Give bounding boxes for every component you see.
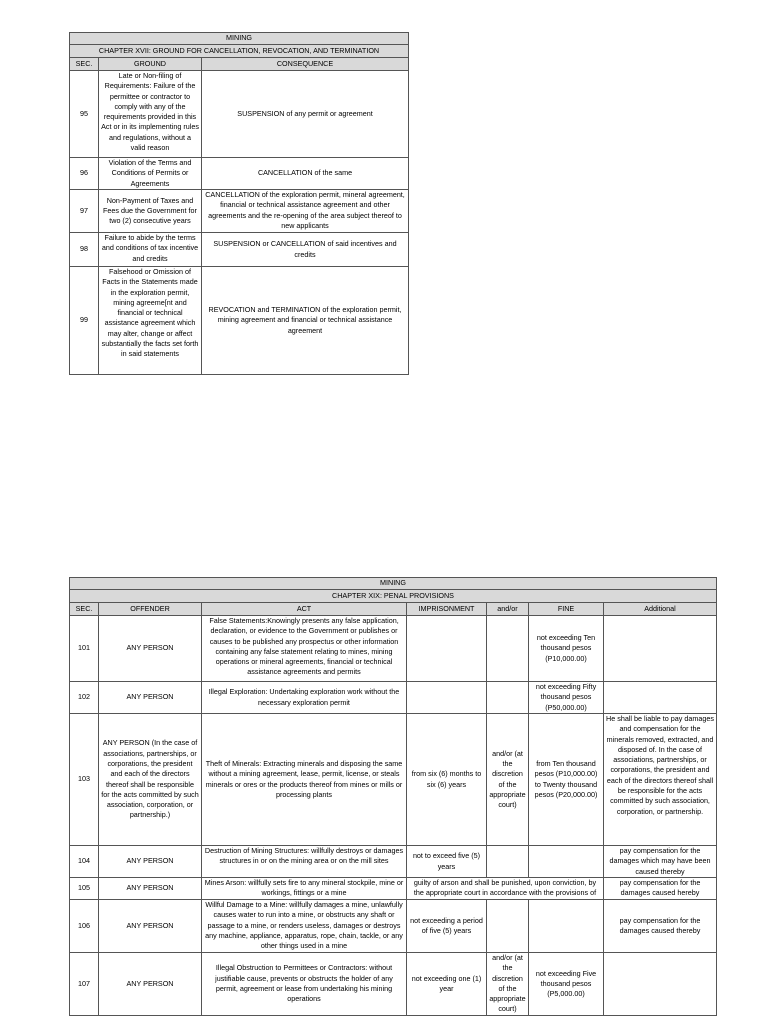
imprisonment-cell: not to exceed five (5) years [407, 846, 487, 878]
table-row [70, 953, 717, 1016]
penal-provisions-table [69, 577, 717, 1016]
sec-cell: 97 [70, 190, 99, 233]
imprisonment-cell: not exceeding a period of five (5) years [407, 900, 487, 953]
consequence-cell: CANCELLATION of the same [202, 158, 409, 190]
table-row [70, 616, 717, 682]
table-title: MINING [70, 33, 409, 45]
ground-cell: Non-Payment of Taxes and Fees due the Government for two (2) consecutive years [99, 190, 202, 233]
imprisonment-cell: not exceeding one (1) year [407, 953, 487, 1016]
sec-cell: 106 [70, 900, 99, 953]
imprisonment-cell [407, 616, 487, 682]
header-sec: SEC. [70, 603, 99, 616]
grounds-table [69, 32, 409, 375]
act-cell: Illegal Obstruction to Permittees or Contractors: without justifiable cause, prevents or obstructs the holder of any permit, agreement or lease from undertaking his mining operations [202, 953, 407, 1016]
act-cell: Mines Arson: willfully sets fire to any mineral stockpile, mine or workings, fittings or a mine [204, 878, 404, 898]
header-fine: FINE [529, 603, 604, 616]
offender-cell: ANY PERSON [99, 846, 202, 878]
additional-cell [604, 953, 717, 1016]
table-row [70, 846, 717, 878]
andor-cell: and/or (at the discretion of the appropriate court) [487, 714, 529, 846]
act-cell: Destruction of Mining Structures: willfully destroys or damages structures in or on the mining area or on the mill sites [204, 846, 404, 866]
fine-cell: from Ten thousand pesos (P10,000.00) to Twenty thousand pesos (P20,000.00) [529, 714, 604, 846]
additional-cell [604, 616, 717, 682]
table-row [70, 233, 409, 267]
sec-cell: 98 [70, 233, 99, 267]
table-title: MINING [70, 578, 717, 590]
fine-cell: not exceeding Five thousand pesos (P5,000.00) [529, 953, 604, 1016]
ground-cell: Violation of the Terms and Conditions of Permits or Agreements [108, 158, 192, 188]
fine-cell: not exceeding Ten thousand pesos (P10,000.00) [529, 616, 604, 682]
offender-cell: ANY PERSON (In the case of associations, partnerships, or corporations, the president and each of the directors thereof shall be responsible for the acts committed by such association, corporation, or partnership.) [99, 714, 202, 846]
chapter-title: CHAPTER XIX: PENAL PROVISIONS [70, 590, 717, 603]
ground-cell: Late or Non-filing of Requirements: Failure of the permittee or contractor to comply with any of the requirements provided in this Act or in its implementing rules and regulations, without a valid reason [101, 71, 199, 153]
fine-cell [529, 900, 604, 953]
sec-cell: 107 [70, 953, 99, 1016]
sec-cell: 103 [70, 714, 99, 846]
additional-cell: pay compensation for the damages caused thereby [604, 900, 717, 953]
table-row [70, 71, 409, 158]
penalty-merged-cell: guilty of arson and shall be punished, upon conviction, by the appropriate court in accordance with the provisions of [413, 878, 597, 898]
offender-cell: ANY PERSON [99, 616, 202, 682]
table-row [70, 714, 717, 846]
fine-cell [529, 846, 604, 878]
additional-cell [604, 682, 717, 714]
act-cell: Theft of Minerals: Extracting minerals and disposing the same without a mining agreement, lease, permit, license, or steals minerals or ores or the products thereof from mines or mills or processing plants [202, 714, 407, 846]
additional-cell: He shall be liable to pay damages and compensation for the minerals removed, extracted, and disposed of. In the case of associations, partnerships, or corporations, the president and each of the directors thereof shall be responsible for the acts committed by such association, corporation, or partnership. [606, 714, 714, 816]
sec-cell: 104 [70, 846, 99, 878]
sec-cell: 101 [70, 616, 99, 682]
sec-cell: 105 [70, 878, 99, 900]
imprisonment-cell: from six (6) months to six (6) years [407, 714, 487, 846]
andor-cell [487, 846, 529, 878]
table-row [70, 878, 717, 900]
ground-cell: Failure to abide by the terms and conditions of tax incentive and credits [101, 233, 199, 263]
header-sec: SEC. [70, 58, 99, 71]
act-cell: False Statements:Knowingly presents any false application, declaration, or evidence to the Government or publishes or causes to be published any prospectus or other information containing any false statement relating to mines, mining operations or mineral agreements, financial or technical assistance agreements and permits [209, 616, 399, 677]
table-row [70, 900, 717, 953]
header-ground: GROUND [99, 58, 202, 71]
table-row [70, 158, 409, 190]
header-consequence: CONSEQUENCE [202, 58, 409, 71]
offender-cell: ANY PERSON [99, 682, 202, 714]
consequence-cell: REVOCATION and TERMINATION of the exploration permit, mining agreement and financial or technical assistance agreement [202, 267, 409, 375]
table-row [70, 682, 717, 714]
andor-cell: and/or (at the discretion of the appropriate court) [489, 953, 526, 1014]
header-andor: and/or [487, 603, 529, 616]
header-additional: Additional [604, 603, 717, 616]
header-offender: OFFENDER [99, 603, 202, 616]
consequence-cell: SUSPENSION of any permit or agreement [202, 71, 409, 158]
andor-cell [487, 900, 529, 953]
chapter-title: CHAPTER XVII: GROUND FOR CANCELLATION, REVOCATION, AND TERMINATION [70, 45, 409, 58]
imprisonment-cell [407, 682, 487, 714]
additional-cell: pay compensation for the damages which may have been caused thereby [609, 846, 711, 876]
fine-cell: not exceeding Fifty thousand pesos (P50,000.00) [535, 682, 597, 712]
act-cell: Illegal Exploration: Undertaking exploration work without the necessary exploration permit [202, 682, 407, 714]
consequence-cell: CANCELLATION of the exploration permit, mineral agreement, financial or technical assistance agreement and other agreements and the re-opening of the area subject thereof to new applicants [205, 190, 405, 230]
header-imprisonment: IMPRISONMENT [407, 603, 487, 616]
table-row [70, 267, 409, 375]
offender-cell: ANY PERSON [99, 878, 202, 900]
andor-cell [487, 682, 529, 714]
ground-cell: Falsehood or Omission of Facts in the Statements made in the exploration permit, mining agreeme[nt and financial or technical assistance agreement which may alter, change or affect substantially the facts set forth in said statements [101, 267, 199, 359]
offender-cell: ANY PERSON [99, 953, 202, 1016]
sec-cell: 102 [70, 682, 99, 714]
header-act: ACT [202, 603, 407, 616]
offender-cell: ANY PERSON [99, 900, 202, 953]
additional-cell: pay compensation for the damages caused hereby [619, 878, 701, 898]
andor-cell [487, 616, 529, 682]
sec-cell: 99 [70, 267, 99, 375]
sec-cell: 96 [70, 158, 99, 190]
sec-cell: 95 [70, 71, 99, 158]
consequence-cell: SUSPENSION or CANCELLATION of said incentives and credits [202, 233, 409, 267]
act-cell: Willful Damage to a Mine: willfully damages a mine, unlawfully causes water to run into a mine, or obstructs any shaft or passage to a mine, or renders useless, damages or destroys any machine, appliance, apparatus, rope, chain, tackle, or any other things used in a mine [205, 900, 403, 951]
table-row [70, 190, 409, 233]
